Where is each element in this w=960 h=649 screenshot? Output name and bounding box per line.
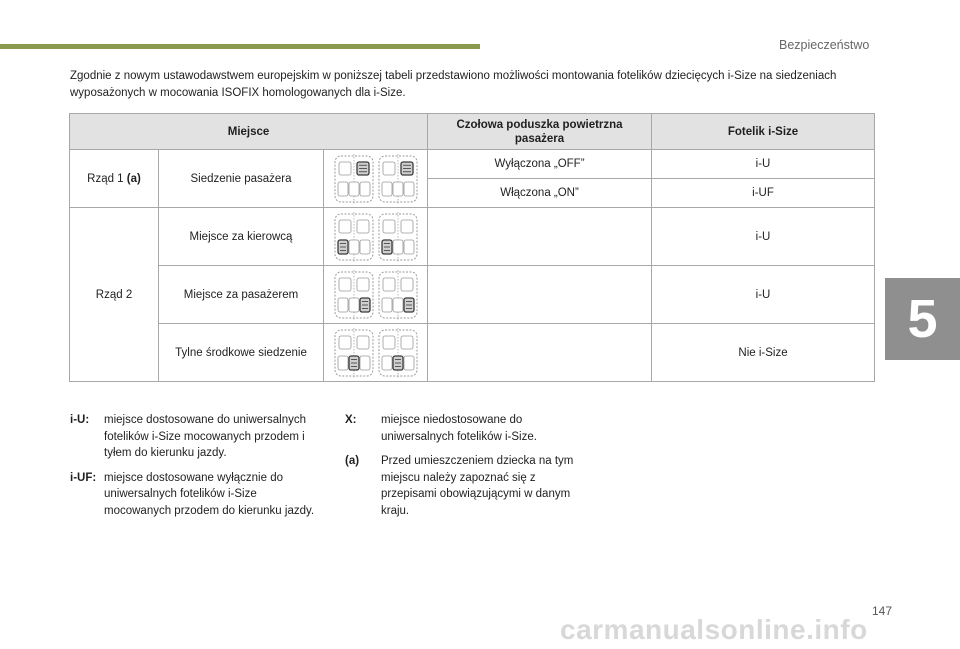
row2-seat-diagram-cell (324, 208, 428, 266)
legend-text-iuf: miejsce dostosowane wyłącznie do uniwersalnych fotelików i-Size mocowanych przodem do kierunku jazdy. (104, 471, 315, 517)
row2-airbag-empty (428, 208, 652, 266)
legend-key-iuf: i-UF: (70, 471, 97, 484)
legend-key-iu: i-U: (70, 414, 90, 426)
row2-seat-diagram-cell (324, 324, 428, 382)
legend-text-a: Przed umieszczeniem dziecka na tym miejscu należy zapoznać się z przepisami obowiązującymi w danym kraju. (381, 455, 574, 517)
row1-seat-diagram-cell (324, 150, 428, 208)
row2-label: Rząd 2 (70, 208, 159, 382)
watermark: carmanualsonline.info (560, 614, 868, 645)
row2-isize: i-U (652, 208, 875, 266)
car-seat-diagram-icon (333, 153, 419, 205)
row1-seat-name: Siedzenie pasażera (159, 150, 324, 208)
header-airbag (428, 114, 652, 150)
header-seat: Miejsce (70, 114, 428, 150)
row1-label-suffix: (a) (126, 172, 141, 185)
table-header-row (70, 114, 875, 150)
row1-label-text: Rząd 1 (87, 172, 124, 185)
legend-key-x: X: (345, 414, 357, 426)
legend-text-x: miejsce niedostosowane do uniwersalnych fotelików i-Size. (381, 414, 537, 443)
legend-left (70, 412, 325, 527)
legend-item (70, 470, 325, 520)
header-airbag-label: Czołowa poduszka powietrzna pasażera (456, 118, 623, 145)
header-isize: Fotelik i-Size (652, 114, 875, 150)
row2-seat-diagram-cell (324, 266, 428, 324)
row1-isize-off: i-U (652, 150, 875, 179)
table-row (70, 150, 875, 179)
row1-isize-on: i-UF (652, 179, 875, 208)
legend-key-a: (a) (345, 455, 360, 467)
row2-isize: i-U (652, 266, 875, 324)
row1-airbag-on: Włączona „ON” (428, 179, 652, 208)
row1-label (70, 150, 159, 208)
legend-item (345, 453, 590, 519)
row2-seat-name: Miejsce za kierowcą (159, 208, 324, 266)
legend-text-iu: miejsce dostosowane do uniwersalnych fotelików i-Size mocowanych przodem i tyłem do kierunku jazdy. (104, 414, 306, 459)
table-row (70, 208, 875, 266)
chapter-tab[interactable]: 5 (885, 278, 960, 360)
legend-right (345, 412, 590, 527)
top-accent-bar (0, 44, 480, 49)
row2-seat-name: Tylne środkowe siedzenie (159, 324, 324, 382)
page-number: 147 (872, 604, 893, 618)
section-title: Bezpieczeństwo (779, 38, 870, 52)
intro-paragraph: Zgodnie z nowym ustawodawstwem europejskim w poniższej tabeli przedstawiono możliwości montowania fotelików dziecięcych i-Size na siedzeniach wyposażonych w mocowania ISOFIX homologowanych dla i-Size. (70, 70, 837, 99)
table-row (70, 266, 875, 324)
legend-item (345, 412, 590, 445)
car-seat-diagram-icon (333, 269, 419, 321)
row1-airbag-off: Wyłączona „OFF” (428, 150, 652, 179)
isize-seat-table (69, 113, 875, 382)
row2-airbag-empty (428, 266, 652, 324)
row2-isize: Nie i-Size (652, 324, 875, 382)
legend-item (70, 412, 325, 462)
car-seat-diagram-icon (333, 327, 419, 379)
car-seat-diagram-icon (333, 211, 419, 263)
row2-airbag-empty (428, 324, 652, 382)
table-row (70, 324, 875, 382)
row2-seat-name: Miejsce za pasażerem (159, 266, 324, 324)
